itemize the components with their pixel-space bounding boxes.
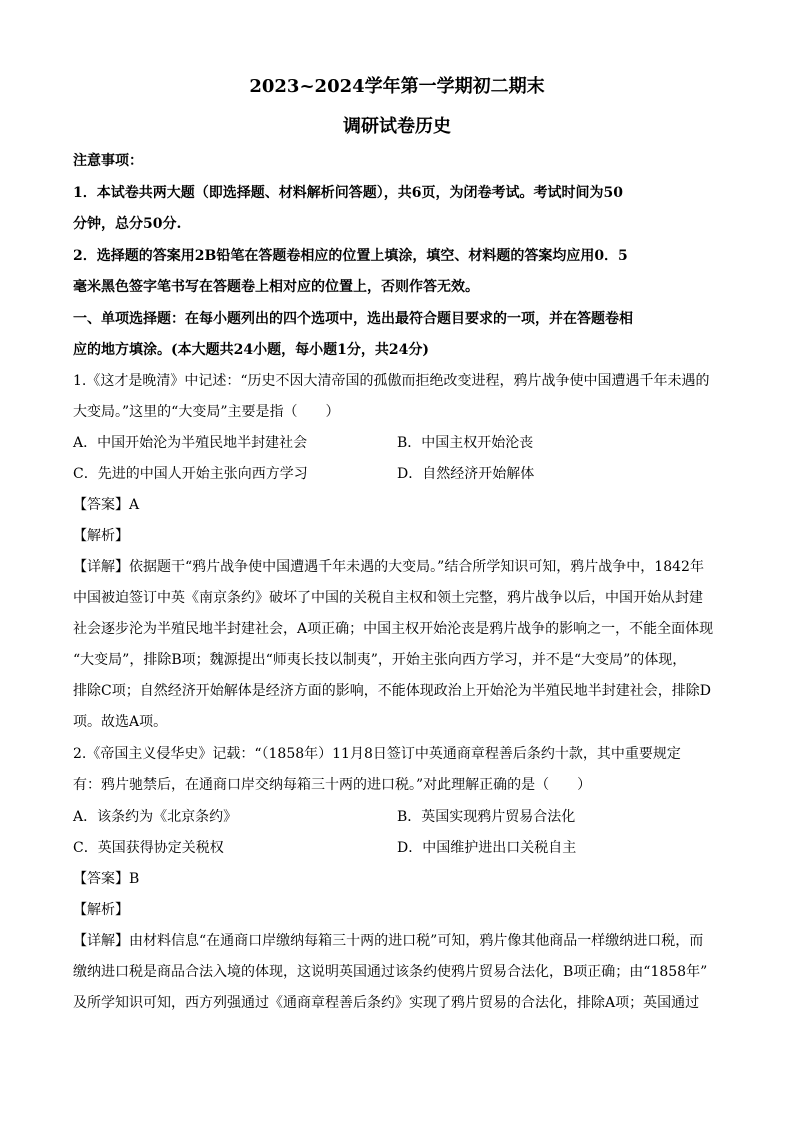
section-1-line-1: 一、单项选择题：在每小题列出的四个选项中，选出最符合题目要求的一项，并在答题卷相 <box>73 311 633 327</box>
q2-detail-line-3: 及所学知识可知，西方列强通过《通商章程善后条约》实现了鸦片贸易的合法化，排除A项；英国通过 <box>73 995 700 1011</box>
q2-option-a: A．该条约为《北京条约》 <box>73 809 238 825</box>
q1-detail-line-2: 中国被迫签订中英《南京条约》破坏了中国的关税自主权和领土完整，鸦片战争以后，中国开始从封建 <box>73 590 703 606</box>
q2-answer: 【答案】B <box>73 871 140 887</box>
q2-stem-line-1: 2.《帝国主义侵华史》记载：“（1858年）11月8日签订中英通商章程善后条约十款，其中重要规定 <box>73 746 681 762</box>
q1-option-a: A．中国开始沦为半殖民地半封建社会 <box>73 435 308 451</box>
exam-subtitle: 调研试卷历史 <box>343 116 451 137</box>
notice-item-1-line-2: 分钟，总分50分. <box>73 216 182 232</box>
notice-heading: 注意事项： <box>73 153 143 169</box>
q1-answer: 【答案】A <box>73 497 140 513</box>
q1-detail-line-1: 【详解】依据题干“鸦片战争使中国遭遇千年未遇的大变局。”结合所学知识可知，鸦片战争中，1842年 <box>73 559 704 575</box>
q2-detail-line-1: 【详解】由材料信息“在通商口岸缴纳每箱三十两的进口税”可知，鸦片像其他商品一样缴纳进口税，而 <box>73 933 704 949</box>
q1-detail-line-3: 社会逐步沦为半殖民地半封建社会，A项正确；中国主权开始沦丧是鸦片战争的影响之一，不能全面体现 <box>73 621 714 637</box>
q2-option-c: C．英国获得协定关税权 <box>73 840 224 856</box>
q1-detail-line-6: 项。故选A项。 <box>73 714 168 730</box>
q2-option-d: D．中国维护进出口关税自主 <box>397 840 577 856</box>
notice-item-1-line-1: 1．本试卷共两大题（即选择题、材料解析问答题），共6页，为闭卷考试。考试时间为50 <box>73 185 623 201</box>
q1-stem-line-2: 大变局。”这里的“大变局”主要是指（ ） <box>73 404 340 420</box>
q1-option-c: C．先进的中国人开始主张向西方学习 <box>73 466 308 482</box>
q2-detail-line-2: 缴纳进口税是商品合法入境的体现，这说明英国通过该条约使鸦片贸易合法化，B项正确；由“1858年” <box>73 964 708 980</box>
q1-stem-line-1: 1.《这才是晚清》中记述：“历史不因大清帝国的孤傲而拒绝改变进程，鸦片战争使中国遭遇千年未遇的 <box>73 373 710 389</box>
q2-option-b: B．英国实现鸦片贸易合法化 <box>397 809 576 825</box>
exam-title: 2023~2024学年第一学期初二期末 <box>249 76 545 97</box>
q1-detail-line-4: “大变局”，排除B项；魏源提出“师夷长技以制夷”，开始主张向西方学习，并不是“大变局”的体现， <box>73 652 687 668</box>
q1-option-b: B．中国主权开始沦丧 <box>397 435 534 451</box>
notice-item-2-line-2: 毫米黑色签字笔书写在答题卷上相对应的位置上，否则作答无效。 <box>73 279 479 295</box>
q1-analysis-label: 【解析】 <box>73 528 129 544</box>
q2-stem-line-2: 有：鸦片驰禁后，在通商口岸交纳每箱三十两的进口税。”对此理解正确的是（ ） <box>73 777 592 793</box>
notice-item-2-line-1: 2．选择题的答案用2B铅笔在答题卷相应的位置上填涂，填空、材料题的答案均应用0．5 <box>73 248 628 264</box>
q1-option-d: D．自然经济开始解体 <box>397 466 535 482</box>
q1-detail-line-5: 排除C项；自然经济开始解体是经济方面的影响，不能体现政治上开始沦为半殖民地半封建社会，排除D <box>73 683 711 699</box>
q2-analysis-label: 【解析】 <box>73 902 129 918</box>
section-1-line-2: 应的地方填涂。(本大题共24小题，每小题1分，共24分) <box>73 342 429 358</box>
